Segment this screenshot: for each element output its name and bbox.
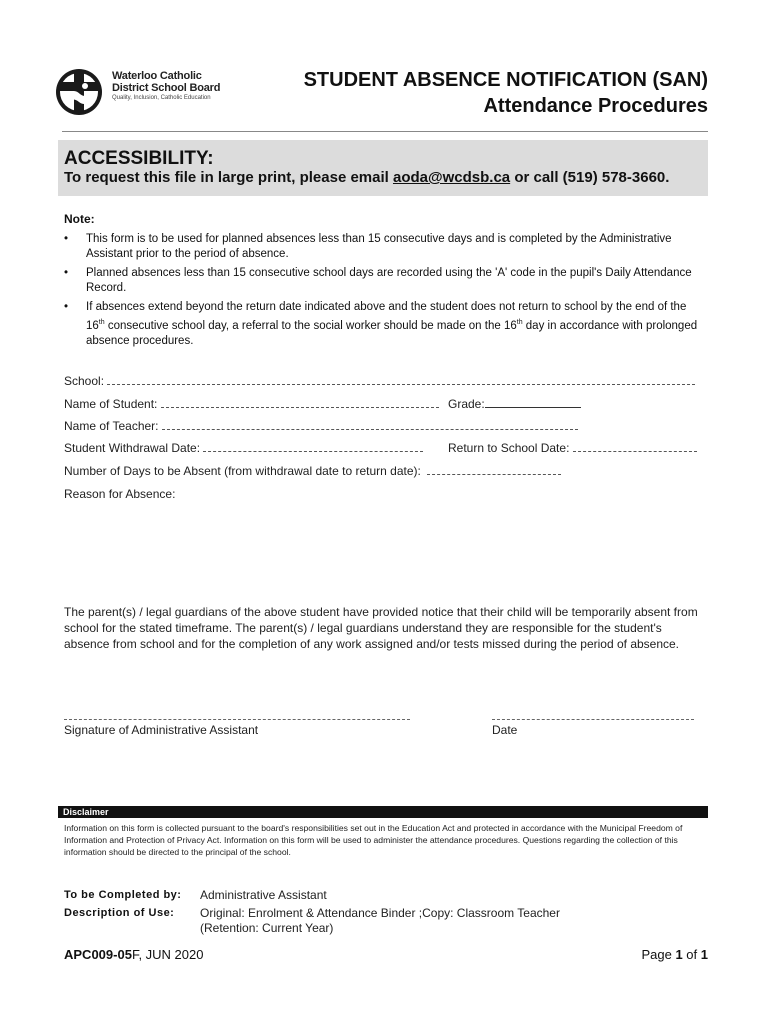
accessibility-text	[64, 169, 669, 186]
completed-by-value: Administrative Assistant	[200, 888, 327, 902]
parent-statement: The parent(s) / legal guardians of the above student have provided notice that their child will be temporarily absent from school for the stated timeframe. The parent(s) / legal guardians understand they are responsible for the student's absence from school and for the completion of any work assigned and/or tests missed during the period of absence.	[64, 605, 698, 651]
student-name-input[interactable]	[161, 397, 439, 408]
grade-field	[448, 397, 581, 411]
disclaimer-bar	[58, 806, 708, 818]
date-signature-line[interactable]	[492, 719, 694, 720]
note-label: Note:	[64, 212, 95, 226]
form-code-id: APC009-05	[64, 947, 132, 962]
return-date-field	[448, 441, 697, 455]
withdrawal-date-label: Student Withdrawal Date:	[64, 441, 201, 455]
teacher-name-field	[64, 419, 578, 433]
teacher-name-input[interactable]	[162, 419, 578, 430]
accessibility-title: ACCESSIBILITY:	[64, 148, 214, 169]
withdrawal-date-field	[64, 441, 423, 455]
note-item	[64, 232, 704, 262]
student-name-label: Name of Student:	[64, 397, 158, 411]
description-label: Description of Use:	[64, 907, 175, 919]
logo-name-line1: Waterloo Catholic	[112, 70, 202, 82]
note-item-text: Planned absences less than 15 consecutive school days are recorded using the 'A' code in the pupil's Daily Attendance Record.	[86, 267, 692, 294]
bullet-icon: •	[64, 301, 69, 313]
document-title: STUDENT ABSENCE NOTIFICATION (SAN)	[303, 69, 708, 91]
retention-value: (Retention: Current Year)	[200, 921, 334, 935]
days-absent-field	[64, 464, 561, 478]
note-item	[64, 300, 704, 349]
reason-field-label: Reason for Absence:	[64, 487, 176, 501]
return-date-label: Return to School Date:	[448, 441, 570, 455]
return-date-input[interactable]	[573, 441, 697, 452]
note-item	[64, 266, 704, 296]
completed-by-label: To be Completed by:	[64, 889, 182, 901]
teacher-name-label: Name of Teacher:	[64, 419, 159, 433]
disclaimer-text: Information on this form is collected pursuant to the board's responsibilities set out in the Education Act and protected in accordance with the Municipal Freedom of Information and Protection of Privacy Act. Information on this form will be used to administer the attendance procedures. Questions regarding the collection of this information should be directed to the principal of the school.	[64, 823, 683, 857]
withdrawal-date-input[interactable]	[203, 441, 423, 452]
page-number: Page 1 of 1	[641, 947, 708, 962]
logo-tagline: Quality, Inclusion, Catholic Education	[112, 95, 211, 101]
school-input[interactable]	[107, 374, 695, 385]
student-name-field	[64, 397, 439, 411]
school-board-logo-icon	[54, 64, 104, 120]
form-code	[64, 947, 203, 962]
school-label: School:	[64, 374, 105, 388]
bullet-icon: •	[64, 267, 69, 279]
document-subtitle: Attendance Procedures	[483, 95, 708, 117]
admin-signature-label: Signature of Administrative Assistant	[64, 723, 259, 737]
disclaimer-title: Disclaimer	[63, 807, 109, 817]
description-value: Original: Enrolment & Attendance Binder ;Copy: Classroom Teacher	[200, 906, 560, 920]
admin-signature-line[interactable]	[64, 719, 410, 720]
date-label: Date	[492, 723, 518, 737]
bullet-icon: •	[64, 233, 69, 245]
accessibility-email-link[interactable]: aoda@wcdsb.ca	[392, 169, 511, 186]
reason-input-area[interactable]	[64, 506, 704, 596]
grade-label: Grade:	[448, 397, 485, 411]
school-field	[64, 374, 695, 388]
form-code-date: F, JUN 2020	[131, 947, 204, 962]
days-absent-input[interactable]	[427, 464, 561, 475]
school-board-logo-text	[112, 70, 262, 103]
grade-input[interactable]	[485, 397, 581, 408]
logo-name-line2: District School Board	[112, 82, 221, 94]
days-absent-label: Number of Days to be Absent (from withdrawal date to return date):	[64, 464, 421, 478]
header-divider	[62, 131, 708, 132]
accessibility-text-before: To request this file in large print, please email	[64, 169, 393, 186]
accessibility-text-after: or call (519) 578-3660.	[510, 169, 670, 186]
note-item-text: This form is to be used for planned absences less than 15 consecutive days and is completed by the Administrative Assistant prior to the period of absence.	[86, 233, 672, 260]
note-item-text: If absences extend beyond the return date indicated above and the student does not return to school by the end of the 16th consecutive school day, a referral to the social worker should be made on the 16th day in accordance with prolonged absence procedures.	[86, 301, 698, 347]
